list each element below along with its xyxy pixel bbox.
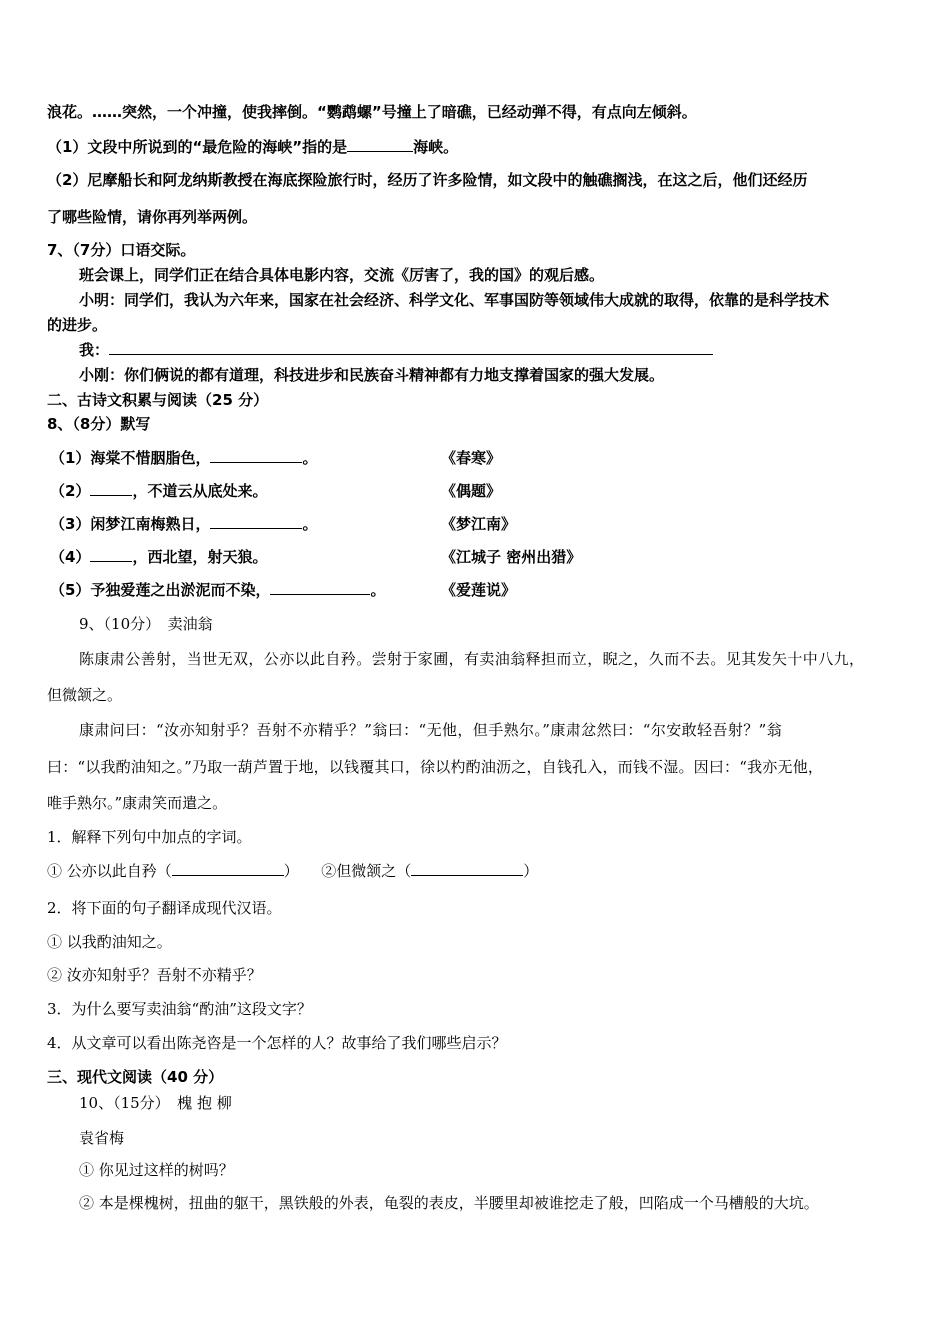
question-7-line: 的进步。 — [47, 316, 108, 334]
sub-question-4: 4．从文章可以看出陈尧咨是一个怎样的人？故事给了我们哪些启示？ — [47, 1034, 507, 1052]
dictation-text: ，不道云从底处来。 — [132, 482, 268, 500]
answer-blank[interactable] — [90, 547, 132, 562]
question-7-line: 小刚：你们俩说的都有道理，科技进步和民族奋斗精神都有力地支撑着国家的强大发展。 — [79, 366, 665, 384]
answer-blank[interactable] — [90, 481, 132, 496]
item-text: ） ②但微颔之（ — [283, 862, 412, 880]
item-text: ） — [523, 862, 539, 880]
item-text: ① 公亦以此自矜（ — [47, 862, 172, 880]
dictation-text: （3）闲梦江南梅熟日， — [50, 515, 211, 533]
question-7-line: 小明：同学们，我认为六年来，国家在社会经济、科学文化、军事国防等领域伟大成就的取得，依靠的是科学技术 — [79, 291, 830, 309]
dictation-item — [50, 547, 267, 567]
dictation-text: （4） — [50, 548, 91, 566]
answer-blank[interactable] — [347, 137, 413, 152]
question-7-me — [79, 340, 713, 360]
sub-question-2b: ② 汝亦知射乎？吾射不亦精乎？ — [47, 966, 262, 984]
classical-text-line: 陈康肃公善射，当世无双，公亦以此自矜。尝射于家圃，有卖油翁释担而立，睨之，久而不去。见其发矢十中八九， — [79, 650, 865, 668]
sub-question-3: 3．为什么要写卖油翁“酌油”这段文字？ — [47, 1000, 312, 1018]
article-paragraph: ① 你见过这样的树吗？ — [79, 1161, 234, 1179]
question-10-heading: 10、（15分） 槐 抱 柳 — [79, 1094, 232, 1112]
dictation-source: 《江城子 密州出猎》 — [441, 548, 582, 566]
classical-text-line: 康肃问曰：“汝亦知射乎？吾射不亦精乎？”翁曰：“无他，但手熟尔。”康肃忿然曰：“尔安敢轻吾射？”翁 — [79, 721, 783, 739]
question-8-heading: 8、（8分）默写 — [47, 415, 151, 433]
section-heading: 二、古诗文积累与阅读（25 分） — [47, 391, 269, 409]
question-6-2: （2）尼摩船长和阿龙纳斯教授在海底探险旅行时，经历了许多险情，如文段中的触礁搁浅，在这之后，他们还经历 — [47, 171, 808, 189]
dictation-source: 《爱莲说》 — [441, 581, 517, 599]
question-6-1-suffix: 海峡。 — [413, 138, 459, 156]
answer-blank[interactable] — [210, 514, 302, 529]
dictation-text: 。 — [302, 515, 318, 533]
question-9-heading: 9、（10分） 卖油翁 — [79, 615, 213, 633]
dictation-item — [50, 481, 267, 501]
answer-blank[interactable] — [210, 448, 302, 463]
article-paragraph: ② 本是棵槐树，扭曲的躯干，黑铁般的外表，龟裂的表皮，半腰里却被谁挖走了般，凹陷成一个马槽般的大坑。 — [79, 1194, 819, 1212]
question-6-1-text: （1）文段中所说到的“最危险的海峡”指的是 — [47, 138, 348, 156]
dictation-text: （5）予独爱莲之出淤泥而不染， — [50, 581, 271, 599]
dictation-text: ，西北望，射天狼。 — [132, 548, 268, 566]
dictation-text: （2） — [50, 482, 91, 500]
section-heading: 三、现代文阅读（40 分） — [47, 1068, 224, 1086]
article-author: 袁省梅 — [79, 1129, 125, 1147]
dictation-text: （1）海棠不惜胭脂色， — [50, 449, 211, 467]
passage-line: 浪花。……突然，一个冲撞，使我摔倒。“鹦鹉螺”号撞上了暗礁，已经动弹不得，有点向左倾斜。 — [47, 103, 697, 121]
classical-text-line: 曰：“以我酌油知之。”乃取一葫芦置于地，以钱覆其口，徐以杓酌油沥之，自钱孔入，而钱不湿。因曰：“我亦无他， — [47, 758, 824, 776]
sub-question-2: 2．将下面的句子翻译成现代汉语。 — [47, 899, 282, 917]
sub-question-1: 1．解释下列句中加点的字词。 — [47, 828, 252, 846]
answer-blank[interactable] — [172, 861, 284, 876]
dictation-source: 《偶题》 — [441, 482, 502, 500]
answer-blank[interactable] — [270, 580, 370, 595]
question-6-2-cont: 了哪些险情，请你再列举两例。 — [47, 208, 258, 226]
answer-blank[interactable] — [411, 861, 523, 876]
dictation-source: 《梦江南》 — [441, 515, 517, 533]
classical-text-line: 唯手熟尔。”康肃笑而遣之。 — [47, 794, 228, 812]
answer-blank[interactable] — [109, 340, 713, 355]
sub-question-1-items — [47, 861, 538, 881]
dictation-item — [50, 448, 317, 468]
dictation-source: 《春寒》 — [441, 449, 502, 467]
sub-question-2a: ① 以我酌油知之。 — [47, 933, 172, 951]
dictation-item — [50, 514, 317, 534]
dictation-text: 。 — [370, 581, 386, 599]
me-label: 我： — [79, 341, 110, 359]
dictation-text: 。 — [302, 449, 318, 467]
question-7-line: 班会课上，同学们正在结合具体电影内容，交流《厉害了，我的国》的观后感。 — [79, 266, 605, 284]
question-7-heading: 7、（7分）口语交际。 — [47, 241, 196, 259]
dictation-item — [50, 580, 385, 600]
classical-text-line: 但微颔之。 — [47, 686, 123, 704]
question-6-1 — [47, 137, 458, 157]
